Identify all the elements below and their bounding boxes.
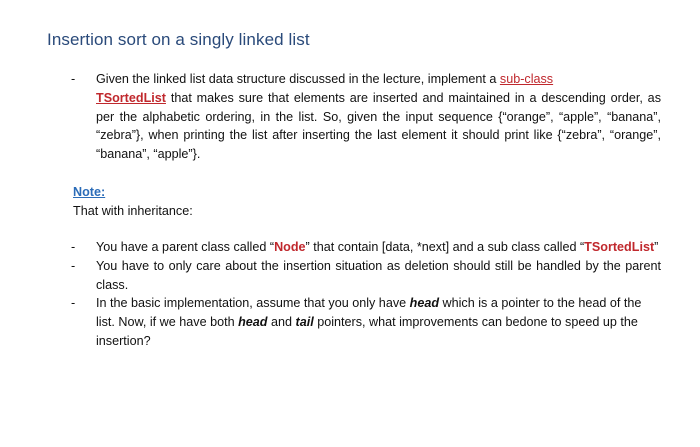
bullet-text: You have to only care about the insertion situation as deletion should still be handled by the parent class. [96, 258, 661, 292]
intro-list [71, 70, 661, 164]
head-term: head [238, 315, 268, 330]
bullet-dash: - [71, 72, 76, 86]
tsortedlist-class-name: TSortedList [584, 240, 655, 254]
bullet-text: Given the linked list data structure discussed in the lecture, implement a sub-class TSortedList that makes sure that elements are inserted and maintained in a descending order, as per the alphabetic ordering, in the list. So, given the input sequence {“orange”, “apple”, “banana”, “zebra”}, when printing the list after inserting the last element it should print like {“zebra”, “orange”, “banana”, “apple”}. [96, 72, 661, 162]
list-item [71, 294, 661, 350]
bullet-text: You have a parent class called “Node” that contain [data, *next] and a sub class called “TSortedList” [96, 240, 659, 254]
page-title: Insertion sort on a singly linked list [47, 30, 310, 49]
node-class-name: Node [274, 240, 306, 254]
note-label: Note: [73, 185, 106, 199]
note-text: That with inheritance: [73, 203, 193, 218]
bullet-text: In the basic implementation, assume that you only have head which is a pointer to the head of the list. Now, if we have both head and tail pointers, what improvements can bedone to speed up the insertion? [96, 296, 642, 348]
bullet-dash: - [71, 240, 76, 254]
list-item [71, 238, 661, 257]
note-block [73, 183, 193, 221]
requirements-list [71, 238, 661, 351]
bullet-dash: - [71, 296, 76, 311]
bullet-dash: - [71, 258, 76, 273]
tsortedlist-link[interactable]: TSortedList [96, 90, 166, 105]
sub-class-link[interactable]: sub-class [499, 72, 554, 86]
list-item [71, 257, 661, 295]
list-item [71, 70, 661, 164]
head-term: head [409, 296, 440, 311]
tail-term: tail [295, 315, 314, 330]
